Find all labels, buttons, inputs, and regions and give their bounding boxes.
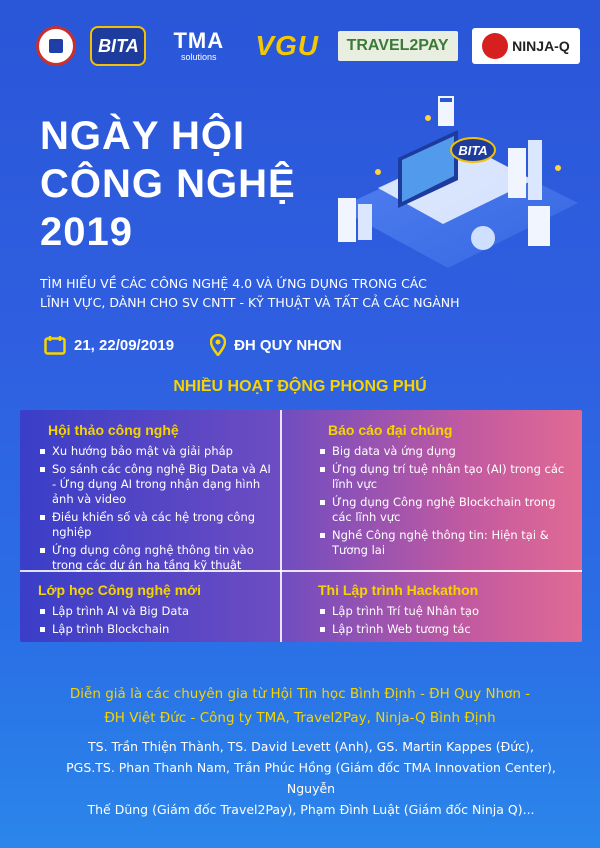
- panel-divider-vertical: [280, 410, 282, 642]
- partner-logos: [36, 24, 580, 68]
- list-item: So sánh các công nghệ Big Data và AI - Ứng dụng AI trong nhận dạng hình ảnh và video: [38, 462, 278, 507]
- list-item: Nghề Công nghệ thông tin: Hiện tại & Tương lai: [318, 528, 566, 558]
- speakers-line-2: PGS.TS. Phan Thanh Nam, Trần Phúc Hồng (Giám đốc TMA Innovation Center), Nguyễn: [66, 760, 556, 796]
- vgu-logo: VGU: [255, 30, 320, 61]
- event-subtitle: [40, 274, 540, 312]
- public-talks-title: Báo cáo đại chúng: [328, 422, 453, 438]
- seminar-list: [38, 444, 278, 573]
- ninjaq-logo: [472, 28, 580, 64]
- seminar-section: [38, 422, 278, 576]
- location-pin-icon: [210, 334, 226, 356]
- hackathon-title: Thi Lập trình Hackathon: [318, 582, 479, 598]
- university-logo: [36, 26, 76, 66]
- speakers-list: [42, 736, 580, 820]
- event-date: [44, 335, 174, 355]
- classes-list: [38, 604, 278, 637]
- ninjaq-logo-text: NINJA-Q: [512, 38, 570, 54]
- classes-title: Lớp học Công nghệ mới: [38, 582, 202, 598]
- tma-logo: [161, 26, 237, 66]
- list-item: Ứng dụng trí tuệ nhân tạo (AI) trong các lĩnh vực: [318, 462, 566, 492]
- classes-section: [38, 582, 278, 640]
- subtitle-line-2: LĨNH VỰC, DÀNH CHO SV CNTT - KỸ THUẬT VÀ TẤT CẢ CÁC NGÀNH: [40, 295, 460, 310]
- svg-text:BITA: BITA: [458, 143, 488, 158]
- list-item: Big data và ứng dụng: [318, 444, 566, 459]
- activities-heading: NHIỀU HOẠT ĐỘNG PHONG PHÚ: [173, 378, 427, 395]
- list-item: Điều khiển số và các hệ trong công nghiệp: [38, 510, 278, 540]
- list-item: Ứng dụng công nghệ thông tin vào trong các dự án hạ tầng kỹ thuật: [38, 543, 278, 573]
- subtitle-line-1: TÌM HIỂU VỀ CÁC CÔNG NGHỆ 4.0 VÀ ỨNG DỤNG TRONG CÁC: [40, 276, 427, 291]
- list-item: Lập trình Web tương tác: [318, 622, 566, 637]
- list-item: Xu hướng bảo mật và giải pháp: [38, 444, 278, 459]
- tma-logo-sub: solutions: [181, 52, 217, 62]
- speakers-line-1: TS. Trần Thiện Thành, TS. David Levett (Anh), GS. Martin Kappes (Đức),: [88, 739, 534, 754]
- speakers-intro: [30, 682, 570, 730]
- list-item: Lập trình AI và Big Data: [38, 604, 278, 619]
- hackathon-list: [318, 604, 566, 637]
- list-item: Lập trình Blockchain: [38, 622, 278, 637]
- title-line-3: 2019: [40, 210, 133, 254]
- page-title: [40, 112, 296, 256]
- bita-logo: BITA: [90, 26, 146, 66]
- title-line-2: CÔNG NGHỆ: [40, 162, 296, 206]
- hackathon-section: [318, 582, 566, 640]
- event-meta: [44, 334, 378, 356]
- speakers-line-3: Thế Dũng (Giám đốc Travel2Pay), Phạm Đình Luật (Giám đốc Ninja Q)...: [87, 802, 535, 817]
- speakers-intro-line-1: Diễn giả là các chuyên gia từ Hội Tin học Bình Định - ĐH Quy Nhơn -: [69, 686, 531, 702]
- technology-illustration: [318, 88, 588, 278]
- travel2pay-logo: TRAVEL2PAY: [338, 31, 458, 61]
- list-item: Ứng dụng Công nghệ Blockchain trong các lĩnh vực: [318, 495, 566, 525]
- event-location: [210, 334, 342, 356]
- public-talks-section: [318, 422, 566, 561]
- event-location-text: ĐH QUY NHƠN: [234, 336, 342, 354]
- tma-logo-main: TMA: [173, 28, 225, 53]
- ninjaq-mark-icon: [482, 33, 508, 59]
- seminar-title: Hội thảo công nghệ: [48, 422, 179, 438]
- public-talks-list: [318, 444, 566, 558]
- speakers-intro-line-2: ĐH Việt Đức - Công ty TMA, Travel2Pay, Ninja-Q Bình Định: [104, 710, 496, 726]
- list-item: Lập trình Trí tuệ Nhân tạo: [318, 604, 566, 619]
- calendar-icon: [44, 335, 66, 355]
- title-line-1: NGÀY HỘI: [40, 114, 246, 158]
- event-date-text: 21, 22/09/2019: [74, 336, 175, 354]
